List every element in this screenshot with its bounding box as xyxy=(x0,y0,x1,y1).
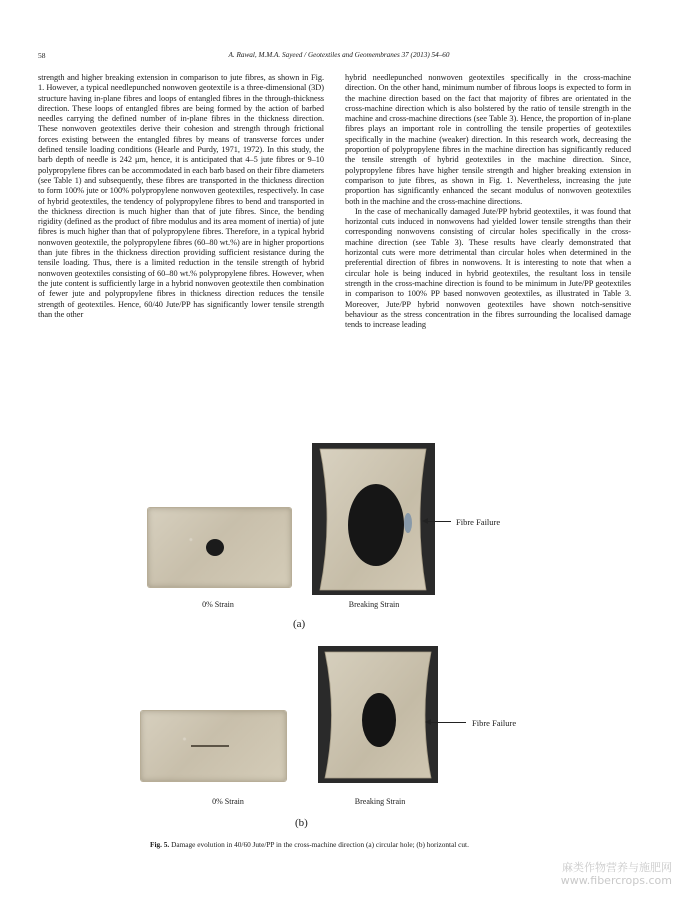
watermark-line-2: www.fibercrops.com xyxy=(560,874,672,887)
right-column xyxy=(345,73,631,330)
sample-a-strained xyxy=(318,447,428,592)
label-b-strained: Breaking Strain xyxy=(354,797,406,806)
label-a-unstrained: 0% Strain xyxy=(202,600,234,609)
circular-hole xyxy=(206,539,224,556)
sample-b-strained xyxy=(323,650,433,780)
strained-sample-b-svg xyxy=(323,650,433,780)
right-paragraph-2: In the case of mechanically damaged Jute/PP hybrid geotextiles, it was found that horizontal cuts induced in nonwovens had yielded lower tensile strengths than their corresponding nonwovens consisting of circular holes specifically in the cross-machine direction (see Table 3). These results have clearly demonstrated that horizontal cuts were more detrimental than circular holes when determined in the preferential direction of fibres in nonwovens. It is interesting to note that when a circular hole is being induced in hybrid geotextiles, the resultant loss in tensile strength in the cross-machine direction is found to be minimum in Jute/PP geotextiles in comparison to 100% PP based nonwoven geotextiles, as illustrated in Table 3. Moreover, Jute/PP hybrid nonwoven geotextiles have shown notch-sensitive behaviour as the stress concentration in the fibres surrounding the localised damage tends to increase leading xyxy=(345,206,631,330)
label-b-unstrained: 0% Strain xyxy=(212,797,244,806)
caption-text: Damage evolution in 40/60 Jute/PP in the cross-machine direction (a) circular hole; (b) horizontal cut. xyxy=(171,840,469,849)
running-head: A. Rawal, M.M.A. Sayeed / Geotextiles and Geomembranes 37 (2013) 54–60 xyxy=(228,51,450,59)
watermark-line-1: 麻类作物营养与施肥网 xyxy=(562,861,672,874)
caption-label: Fig. 5. xyxy=(150,840,170,849)
left-paragraph-1: strength and higher breaking extension in comparison to jute fibres, as shown in Fig. 1. However, a typical needlepunched nonwoven geotextile is a three-dimensional (3D) structure having in-plane fibres and loops of entangled fibres in the through-thickness direction. These loops of entangled fibres are being formed by the action of barbed needles carrying the defined number of in-plane fibres in the thickness direction. These nonwoven geotextiles derive their cohesion and strength through frictional forces existing between the entangled fibres by means of transverse forces under defined tensile loading conditions (Hearle and Purdy, 1971, 1972). In this study, the barb depth of needle is 242 μm, hence, it is anticipated that 4–5 jute fibres or 9–10 polypropylene fibres can be accommodated in each barb based on their fibre diameters (see Table 1) and subsequently, these fibres are transported in the thickness direction to form 100% jute or 100% polypropylene nonwoven geotextiles, respectively. In case of hybrid geotextiles, the tendency of polypropylene fibres to bend and transported in the thickness direction is much higher than that of jute fibres. Since, the bending rigidity (defined as the product of fibre modulus and its area moment of inertia) of jute fibres is much higher than that of polypropylene fibres. Therefore, in a typical hybrid nonwoven geotextile, the polypropylene fibres (60–80 wt.%) are in higher proportions than jute fibres in the thickness direction providing sufficient resistance during the tensile loading. Thus, there is a limited reduction in the tensile strength of hybrid nonwoven geotextiles consisting of 60–80 wt.% polypropylene fibres. However, when the jute content is sufficiently large in a hybrid nonwoven geotextile then combination of fewer jute and polypropylene fibres in thickness direction reduces the tensile strength of geotextiles. Hence, 60/40 Jute/PP has significantly lower tensile strength than the other xyxy=(38,73,324,319)
annotation-fibre-failure-a: Fibre Failure xyxy=(456,517,501,527)
horizontal-cut xyxy=(191,745,229,747)
strained-sample-a-svg xyxy=(318,447,428,592)
arrow-line-b xyxy=(430,722,466,723)
sample-b-unstrained xyxy=(141,711,286,781)
right-paragraph-1: hybrid needlepunched nonwoven geotextiles specifically in the cross-machine direction. On the other hand, minimum number of fibrous loops is expected to form in the machine direction based on the fact that majority of fibres are orientated in the cross-machine direction which is also bolstered by the ratio of tensile strength in the machine and cross-machine directions (see Table 3). Hence, the proportion of in-plane fibres plays an important role in controlling the tensile properties of geotextiles specifically in the machine (weaker) direction. In this research work, decreasing the proportion of polypropylene fibres in the machine direction has significantly reduced the tensile strength of hybrid geotextiles in the machine direction. Since, polypropylene fibres have higher tensile strength and higher breaking extension in comparison to jute fibres, as shown in Fig. 1. Nevertheless, increasing the jute proportion has significantly enhanced the secant modulus of nonwoven geotextiles both in the machine and the cross-machine directions. xyxy=(345,73,631,206)
label-a-strained: Breaking Strain xyxy=(348,600,400,609)
figure-caption xyxy=(150,840,469,849)
panel-label-b: (b) xyxy=(295,817,308,829)
sample-a-unstrained xyxy=(148,508,291,587)
page-number: 58 xyxy=(38,51,46,60)
left-column xyxy=(38,73,324,320)
panel-label-a: (a) xyxy=(293,618,306,630)
annotation-fibre-failure-b: Fibre Failure xyxy=(472,718,517,728)
watermark xyxy=(561,861,672,887)
arrow-line-a xyxy=(427,521,451,522)
